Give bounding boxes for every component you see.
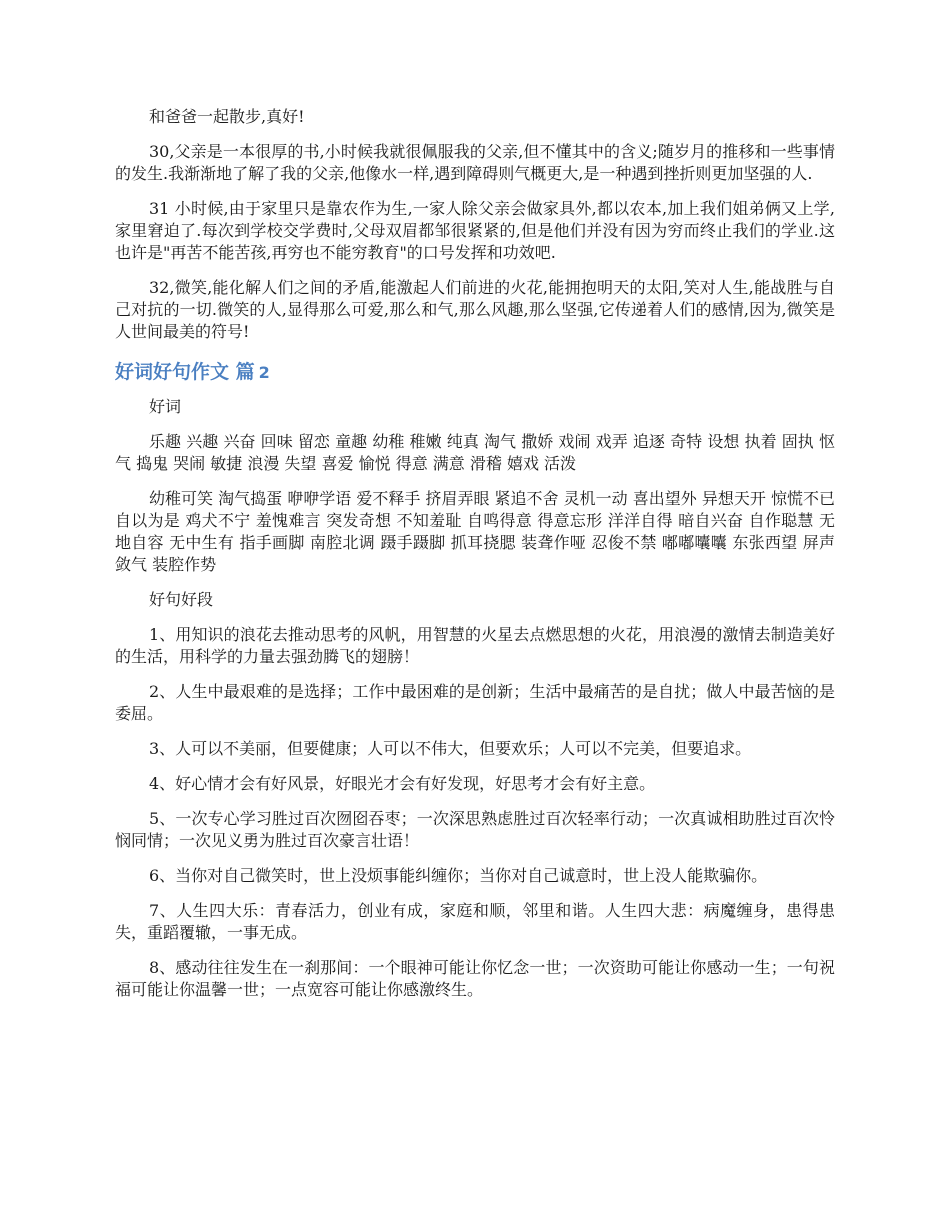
sentence-item: 1、用知识的浪花去推动思考的风帆，用智慧的火星去点燃思想的火花，用浪漫的激情去制造美好的生活，用科学的力量去强劲腾飞的翅膀！: [115, 625, 835, 666]
section-heading-suffix: 篇: [235, 361, 255, 383]
paragraph-intro: 和爸爸一起散步,真好!: [149, 107, 305, 126]
words-paragraph-idioms: 幼稚可笑 淘气捣蛋 咿咿学语 爱不释手 挤眉弄眼 紧追不舍 灵机一动 喜出望外 异想天开 惊慌不已 自以为是 鸡犬不宁 羞愧难言 突发奇想 不知羞耻 自鸣得意 得意忘形 洋洋自得 暗自兴奋 自作聪慧 无地自容 无中生有 指手画脚 南腔北调 蹑手蹑脚 抓耳挠腮 装聋作哑 忍俊不禁 嘟嘟囔囔 东张西望 屏声敛气 装腔作势: [115, 489, 835, 574]
sentence-item: 7、人生四大乐：青春活力，创业有成，家庭和顺，邻里和谐。人生四大悲：病魔缠身，患得患失，重蹈覆辙，一事无成。: [115, 901, 835, 942]
document-page: [115, 106, 835, 1014]
section-heading: [115, 359, 835, 386]
words-paragraph-single: 乐趣 兴趣 兴奋 回味 留恋 童趣 幼稚 稚嫩 纯真 淘气 撒娇 戏闹 戏弄 追逐 奇特 设想 执着 固执 怄气 捣鬼 哭闹 敏捷 浪漫 失望 喜爱 愉悦 得意 满意 滑稽 嬉戏 活泼: [115, 432, 835, 473]
paragraph-31: 31 小时候,由于家里只是靠农作为生,一家人除父亲会做家具外,都以农本,加上我们姐弟俩又上学,家里窘迫了.每次到学校交学费时,父母双眉都邹很紧紧的,但是他们并没有因为穷而终止我们的学业.这也许是"再苦不能苦孩,再穷也不能穷教育"的口号发挥和功效吧.: [115, 199, 835, 262]
sentences-label: 好句好段: [149, 590, 214, 609]
sentence-item: 4、好心情才会有好风景，好眼光才会有好发现，好思考才会有好主意。: [149, 774, 656, 793]
sentence-item: 2、人生中最艰难的是选择；工作中最困难的是创新；生活中最痛苦的是自扰；做人中最苦恼的是委屈。: [115, 682, 835, 723]
section-heading-title: 好词好句作文: [115, 361, 230, 383]
sentence-item: 5、一次专心学习胜过百次囫囵吞枣；一次深思熟虑胜过百次轻率行动；一次真诚相助胜过百次怜悯同情；一次见义勇为胜过百次豪言壮语！: [115, 809, 835, 850]
sentence-item: 6、当你对自己微笑时，世上没烦事能纠缠你；当你对自己诚意时，世上没人能欺骗你。: [149, 866, 768, 885]
sentence-item: 3、人可以不美丽，但要健康；人可以不伟大，但要欢乐；人可以不完美，但要追求。: [149, 739, 752, 758]
section-heading-number: 2: [258, 363, 270, 382]
words-label: 好词: [149, 397, 182, 416]
paragraph-32: 32,微笑,能化解人们之间的矛盾,能激起人们前进的火花,能拥抱明天的太阳,笑对人生,能战胜与自己对抗的一切.微笑的人,显得那么可爱,那么和气,那么风趣,那么坚强,它传递着人们的感情,因为,微笑是人世间最美的符号!: [115, 278, 835, 341]
sentence-item: 8、感动往往发生在一刹那间：一个眼神可能让你忆念一世；一次资助可能让你感动一生；一句祝福可能让你温馨一世；一点宽容可能让你感激终生。: [115, 958, 835, 999]
paragraph-30: 30,父亲是一本很厚的书,小时候我就很佩服我的父亲,但不懂其中的含义;随岁月的推移和一些事情的发生.我渐渐地了解了我的父亲,他像水一样,遇到障碍则气概更大,是一种遇到挫折则更加坚强的人.: [115, 142, 835, 183]
